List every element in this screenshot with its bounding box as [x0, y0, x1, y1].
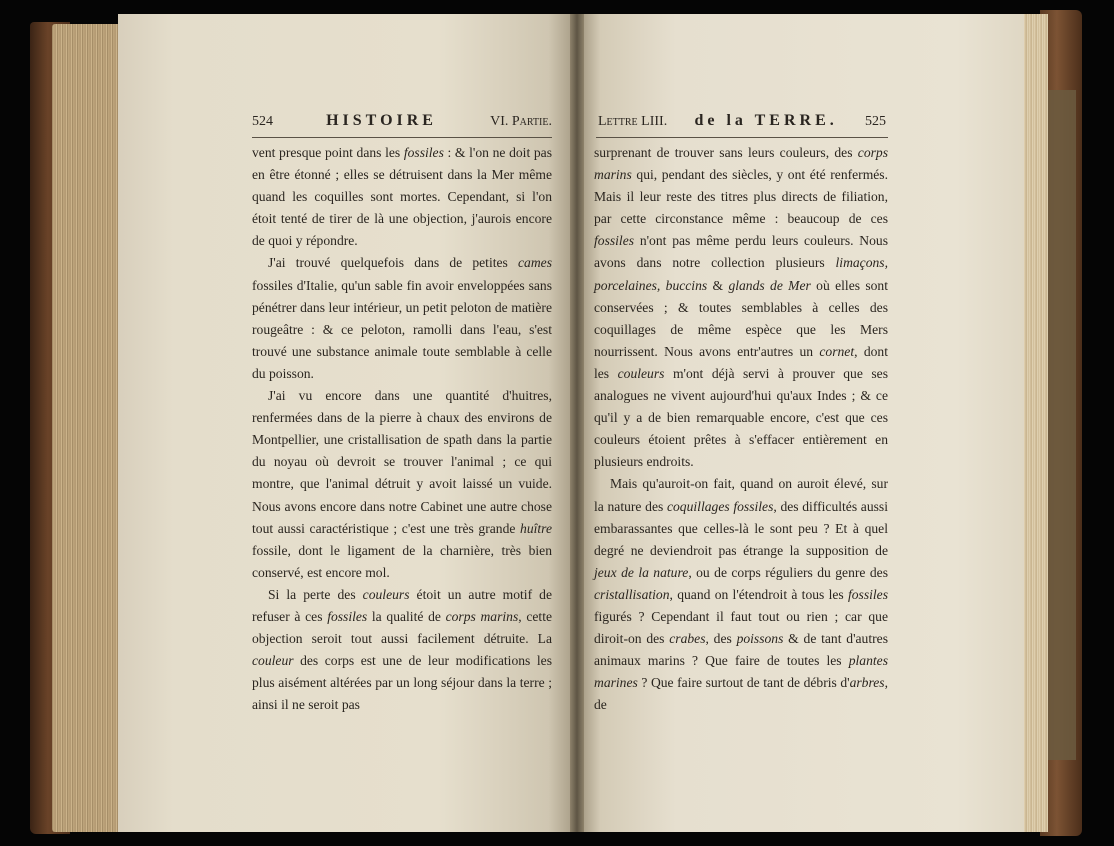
text-run: J'ai vu encore dans une quantité d'huitres, renfermées dans de la pierre à chaux des environs de Montpellier, une cristallisation de spath dans la partie du noyau où devroit se trouver l'animal ; ce qui montre, que l'animal détruit y avoit laissé un vuide. Nous avons encore dans notre Cabinet une autre chose tout aussi caractéristique ; c'est une très grande	[252, 388, 552, 536]
text-run: surprenant de trouver sans leurs couleurs, des	[594, 145, 858, 160]
left-running-header	[252, 112, 552, 136]
right-running-header	[598, 112, 886, 136]
left-header-rule	[252, 137, 552, 138]
text-run: , ou de corps réguliers du genre des	[688, 564, 888, 580]
italic-term: cornet	[819, 343, 855, 359]
paragraph	[252, 142, 552, 252]
text-run: , quand on l'étendroit à tous les	[669, 586, 848, 602]
right-page-number: 525	[864, 114, 886, 129]
text-run: , des	[705, 631, 737, 647]
book-gutter	[570, 14, 584, 832]
text-run: fossile, dont le ligament de la charnière, très bien conservé, est encore mol.	[252, 542, 552, 580]
italic-term: cames	[518, 255, 552, 271]
right-header-rule	[596, 137, 888, 138]
text-run: vent presque point dans les	[252, 145, 404, 160]
italic-term: cristallisation	[594, 586, 670, 602]
italic-term: huître	[520, 520, 552, 536]
right-header-letter: Lettre LIII.	[598, 114, 668, 129]
left-page-edges	[52, 24, 124, 832]
text-run: J'ai trouvé quelquefois dans de petites	[268, 255, 519, 271]
text-run: où elles sont conservées ; & toutes semblables à celles des coquillages de même espèce que les Mers nourrissent. Nous avons entr'autres un	[594, 277, 889, 359]
italic-term: couleurs	[617, 365, 665, 381]
left-header-title: HISTOIRE	[326, 112, 437, 129]
text-run: n'ont pas même perdu leurs couleurs. Nous avons dans notre collection plusieurs	[594, 233, 888, 271]
right-header-title: de la TERRE.	[694, 112, 838, 129]
italic-term: couleurs	[362, 586, 410, 602]
left-body-text	[252, 142, 552, 716]
italic-term: glands de Mer	[728, 277, 811, 293]
text-run: fossiles d'Italie, qu'un sable fin avoir enveloppées sans pénétrer dans leur intérieur, un petit peloton de matière rougeâtre : & ce peloton, ramolli dans l'eau, s'est trouvé une substance animale toute semblable à celle du poisson.	[252, 277, 552, 381]
text-run: qui, pendant des siècles, y ont été renfermés. Mais il leur reste des titres plus directs de filiation, par cette circonstance même : beaucoup de ces	[594, 167, 888, 227]
left-header-part: VI. Partie.	[490, 114, 552, 129]
italic-term: couleur	[252, 653, 294, 669]
right-body-text	[594, 142, 888, 716]
text-run: Si la perte des	[268, 586, 363, 602]
italic-term: plantes marines	[594, 653, 888, 691]
italic-term: jeux de la nature	[594, 564, 689, 580]
italic-term: arbres	[849, 675, 885, 691]
text-run: m'ont déjà servi à prouver que ses analogues ne vivent aujourd'hui qu'aux Indes ; & ce qu'il y a de bien remarquable encore, c'est que ces couleurs étoient prêtes à s'effacer entièrement en plusieurs endroits.	[594, 365, 888, 470]
text-run: : & l'on ne doit pas en être étonné ; elles se détruisent dans la Mer même quand les coquilles sont mortes. Cependant, si l'on étoit tenté de tirer de là une objection, j'aurois encore de quoi y répondre.	[252, 145, 552, 249]
paragraph	[594, 142, 888, 473]
left-page	[118, 14, 576, 832]
italic-term: fossiles	[403, 145, 444, 160]
italic-term: poissons	[736, 631, 784, 647]
italic-term: corps marins	[594, 145, 888, 183]
italic-term: fossiles	[847, 586, 888, 602]
text-run: , de	[594, 675, 888, 713]
right-page	[578, 14, 1024, 832]
italic-term: fossiles	[327, 608, 368, 624]
text-run: &	[707, 277, 729, 293]
text-run: étoit un autre motif de refuser à ces	[252, 586, 552, 624]
text-run: figurés ? Cependant il faut tout ou rien ; car que diroit-on des	[594, 608, 888, 647]
italic-term: corps marins	[445, 608, 519, 624]
text-run: des corps est une de leur modifications les plus aisément altérées par un long séjour dans la terre ; ainsi il ne seroit pas	[252, 653, 552, 713]
text-run: , dont les	[594, 343, 888, 381]
text-run: , des difficultés aussi embarassantes que celles-là le sont peu ? Et à quel degré ne deviendroit pas étrange la supposition de	[594, 498, 888, 558]
paragraph	[594, 473, 888, 716]
paragraph	[252, 385, 552, 584]
text-run: ? Que faire surtout de tant de débris d'	[637, 675, 850, 691]
paragraph	[252, 252, 552, 385]
text-run: , cette objection seroit tout aussi facilement détruite. La	[252, 608, 553, 647]
italic-term: limaçons, porcelaines, buccins	[594, 255, 888, 293]
text-run: la qualité de	[367, 608, 446, 624]
italic-term: coquillages fossiles	[666, 498, 774, 514]
italic-term: fossiles	[594, 233, 635, 249]
text-run: & de tant d'autres animaux marins ? Que faire de toutes les	[594, 631, 888, 669]
left-page-number: 524	[252, 114, 273, 129]
text-run: Mais qu'auroit-on fait, quand on auroit élevé, sur la nature des	[594, 476, 888, 514]
paragraph	[252, 584, 552, 717]
italic-term: crabes	[669, 631, 706, 647]
